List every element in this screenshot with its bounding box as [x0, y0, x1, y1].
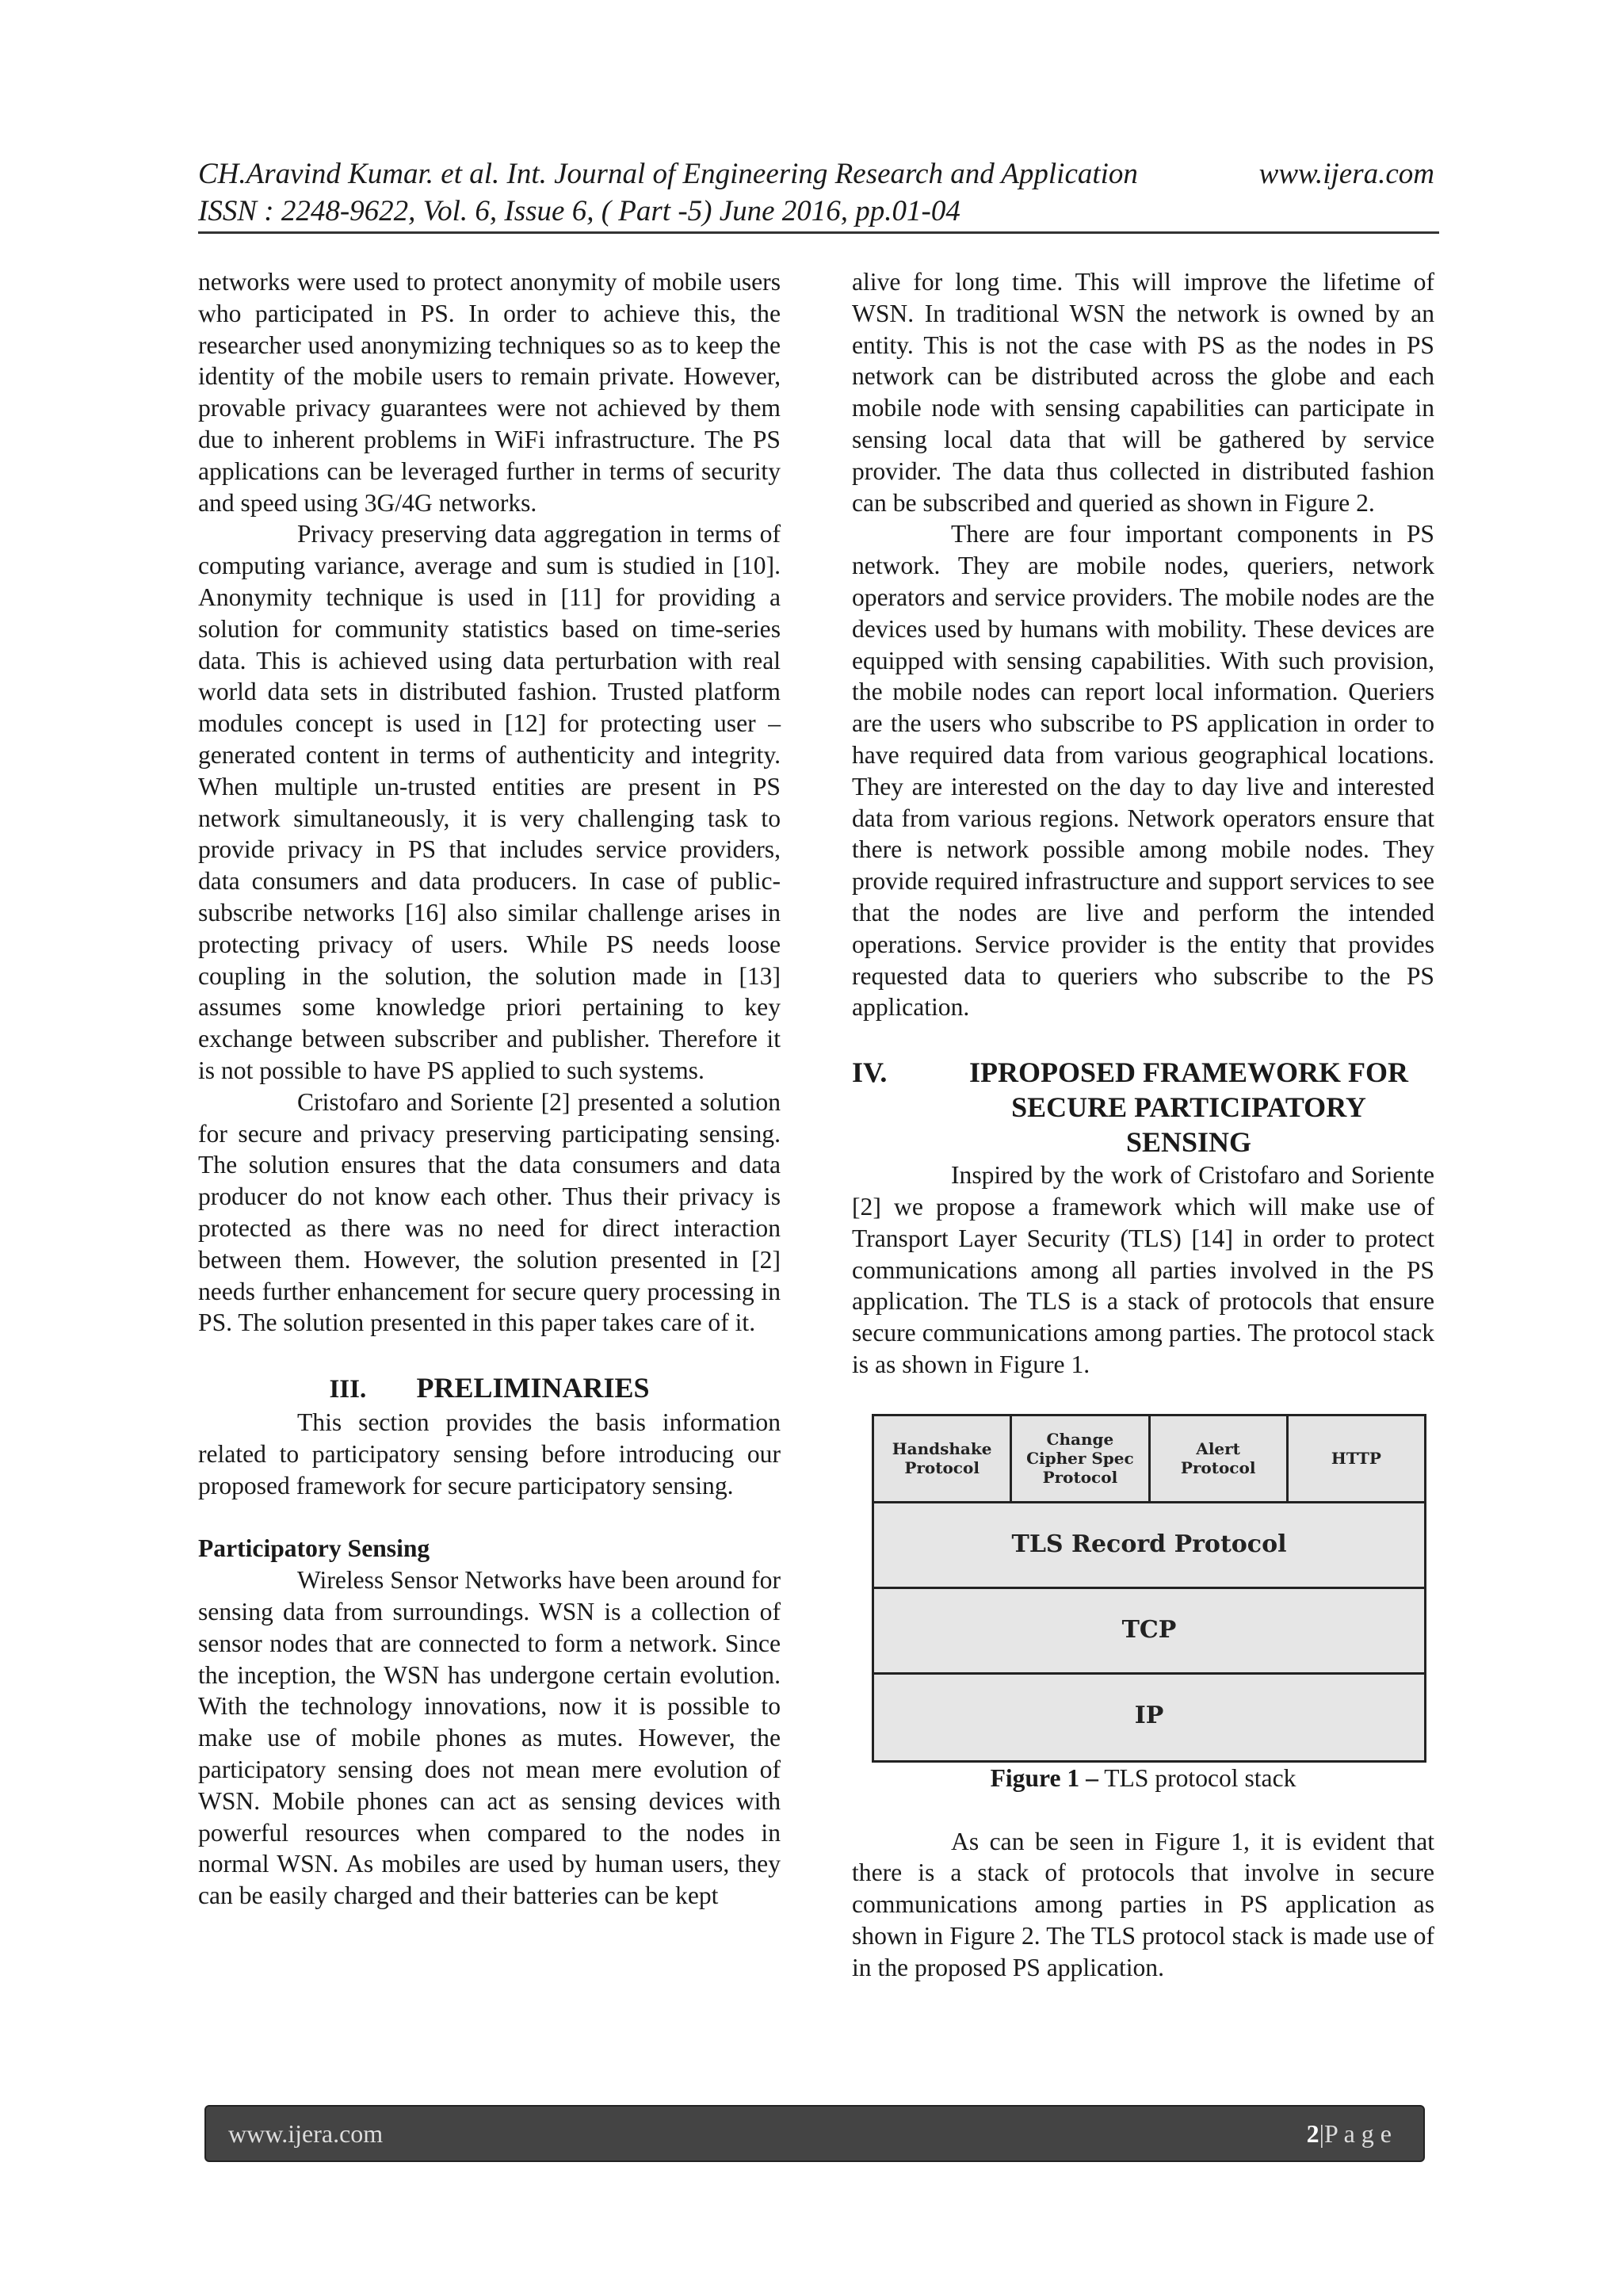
paragraph: Inspired by the work of Cristofaro and Soriente [2] we propose a framework which will make use of Transport Layer Security (TLS) [14] in order to protect communications among all parties involved in the PS application. The TLS is a stack of protocols that ensure secure communications among parties. The protocol stack is as shown in Figure 1. — [852, 1161, 1434, 1378]
tls-protocol-stack-figure — [872, 1414, 1426, 1763]
section-number: III. — [329, 1375, 367, 1404]
section-heading-preliminaries — [198, 1370, 781, 1407]
section-title-line: SECURE PARTICIPATORY — [1011, 1091, 1366, 1124]
journal-website: www.ijera.com — [1258, 158, 1434, 190]
header-divider — [198, 231, 1439, 234]
left-column — [198, 266, 781, 1912]
footer-website: www.ijera.com — [228, 2118, 384, 2148]
paragraph: Wireless Sensor Networks have been around for sensing data from surroundings. WSN is a collection of sensor nodes that are connected to form a network. Since the inception, the WSN has undergone certain evolution. With the technology innovations, now it is possible to make use of mobile phones as mutes. However, the participatory sensing does not mean mere evolution of WSN. Mobile phones can act as sensing devices with powerful resources when compared to the nodes in normal WSN. As mobiles are used by human users, they can be easily charged and their batteries can be kept — [198, 1566, 781, 1910]
paragraph: This section provides the basis information related to participatory sensing before introducing our proposed framework for secure participatory sensing. — [198, 1408, 781, 1499]
right-column — [852, 266, 1434, 1983]
alert-protocol-cell: Alert Protocol — [1151, 1416, 1289, 1501]
handshake-protocol-cell: Handshake Protocol — [874, 1416, 1012, 1501]
section-number: IV. — [852, 1056, 888, 1089]
paragraph: networks were used to protect anonymity of mobile users who participated in PS. In order to achieve this, the researcher used anonymizing techniques so as to keep the identity of the mobile users to remain private. However, provable privacy guarantees were not achieved by them due to inherent problems in WiFi infrastructure. The PS applications can be leveraged further in terms of security and speed using 3G/4G networks. — [198, 268, 781, 517]
figure-caption: Figure 1 – TLS protocol stack — [990, 1763, 1296, 1792]
section-title-line: SENSING — [1125, 1126, 1252, 1159]
tls-record-layer: TLS Record Protocol — [874, 1503, 1424, 1589]
paragraph: There are four important components in PS network. They are mobile nodes, queriers, network operators and service providers. The mobile nodes are the devices used by humans with mobility. These devices are equipped with sensing capabilities. With such provision, the mobile nodes can report local information. Queriers are the users who subscribe to PS application in order to have required data from various geographical locations. They are interested on the day to day live and interested data from various regions. Network operators ensure that there is network possible among mobile nodes. They provide required infrastructure and support services to see that the nodes are live and perform the intended operations. Service provider is the entity that provides requested data to queriers who subscribe to the PS application. — [852, 520, 1434, 1022]
subsection-heading: Participatory Sensing — [198, 1534, 430, 1563]
journal-citation: CH.Aravind Kumar. et al. Int. Journal of Engineering Research and Application — [198, 158, 1138, 190]
paragraph: As can be seen in Figure 1, it is evident that there is a stack of protocols that involve in secure communications among parties in PS application as shown in Figure 2. The TLS protocol stack is made use of in the proposed PS application. — [852, 1827, 1434, 1981]
section-title-line: IPROPOSED FRAMEWORK FOR — [969, 1056, 1408, 1089]
ip-layer: IP — [874, 1675, 1424, 1758]
paragraph: Cristofaro and Soriente [2] presented a solution for secure and privacy preserving participating sensing. The solution ensures that the data consumers and data producer do not know each other. Thus their privacy is protected as there was no need for direct interaction between them. However, the solution presented in [2] needs further enhancement for secure query processing in PS. The solution presented in this paper takes care of it. — [198, 1087, 781, 1337]
http-cell: HTTP — [1289, 1416, 1424, 1501]
change-cipher-spec-cell: Change Cipher Spec Protocol — [1012, 1416, 1150, 1501]
tcp-layer: TCP — [874, 1589, 1424, 1675]
running-header — [198, 155, 1434, 230]
paragraph: Privacy preserving data aggregation in terms of computing variance, average and sum is studied in [10]. Anonymity technique is used in [11] for providing a solution for community statistics based on time-series data. This is achieved using data perturbation with real world data sets in distributed fashion. Trusted platform modules concept is used in [12] for protecting user – generated content in terms of authenticity and integrity. When multiple un-trusted entities are present in PS network simultaneously, it is very challenging task to provide privacy in PS that includes service providers, data consumers and data producers. In case of public-subscribe networks [16] also similar challenge arises in protecting privacy of users. While PS needs loose coupling in the solution, the solution made in [13] assumes some knowledge priori pertaining to key exchange between subscriber and publisher. Therefore it is not possible to have PS applied to such systems. — [198, 520, 781, 1084]
paragraph: alive for long time. This will improve the lifetime of WSN. In traditional WSN the network is owned by an entity. This is not the case with PS as the nodes in PS network can be distributed across the globe and each mobile node with sensing capabilities can participate in sensing local data that will be gathered by service provider. The data thus collected in distributed fashion can be subscribed and queried as shown in Figure 2. — [852, 268, 1434, 517]
issn-line: ISSN : 2248-9622, Vol. 6, Issue 6, ( Part -5) June 2016, pp.01-04 — [198, 195, 960, 227]
section-heading-framework — [852, 1055, 1434, 1159]
page-number: 2|P a g e — [1306, 2118, 1392, 2148]
section-title: PRELIMINARIES — [416, 1372, 650, 1404]
page-footer — [204, 2105, 1425, 2162]
